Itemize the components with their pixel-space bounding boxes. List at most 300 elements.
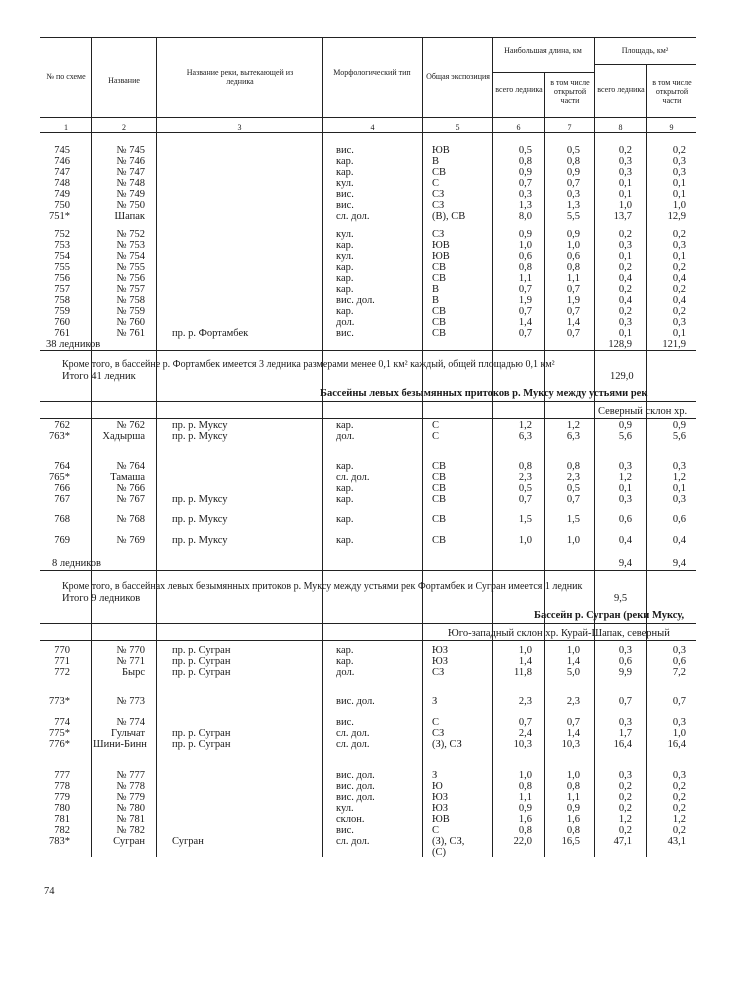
exposition: ЮЗ <box>432 656 449 667</box>
glacier-river: пр. р. Муксу <box>172 535 228 546</box>
length-total: 8,0 <box>518 211 532 222</box>
area-open: 0,3 <box>672 645 686 656</box>
glacier-river: пр. р. Фортамбек <box>172 328 249 339</box>
area-total: 0,2 <box>618 825 632 836</box>
glacier-name: № 757 <box>116 284 145 295</box>
glacier-name: № 747 <box>116 167 145 178</box>
length-open: 5,0 <box>566 667 580 678</box>
area-open: 12,9 <box>667 211 686 222</box>
glacier-name: № 749 <box>116 189 145 200</box>
glacier-name: № 754 <box>116 251 145 262</box>
glacier-name: Шини-Бинн <box>93 739 147 750</box>
length-open: 0,7 <box>566 494 580 505</box>
length-open: 0,9 <box>566 803 580 814</box>
glacier-number: 779 <box>54 792 70 803</box>
length-total: 1,3 <box>518 200 532 211</box>
area-open: 1,2 <box>672 472 686 483</box>
area-open: 0,2 <box>672 229 686 240</box>
glacier-number: 746 <box>54 156 70 167</box>
col-sep-2 <box>156 37 157 857</box>
glacier-number: 762 <box>54 420 70 431</box>
area-total: 1,7 <box>618 728 632 739</box>
col-sep-5 <box>492 37 493 857</box>
morphological-type: кар. <box>336 240 354 251</box>
length-total: 2,3 <box>518 696 532 707</box>
length-total: 0,6 <box>518 251 532 262</box>
section-1-title: Бассейны левых безымянных притоков р. Муксу между устьями рек <box>320 388 648 399</box>
morphological-type: сл. дол. <box>336 728 370 739</box>
glacier-number: 765* <box>49 472 70 483</box>
area-total: 0,3 <box>618 645 632 656</box>
note-2-total: Итого 9 ледников <box>62 593 141 604</box>
area-open: 0,3 <box>672 717 686 728</box>
area-total: 0,1 <box>618 483 632 494</box>
morphological-type: вис. дол. <box>336 792 375 803</box>
glacier-river: пр. р. Муксу <box>172 494 228 505</box>
glacier-name: № 774 <box>116 717 145 728</box>
morphological-type: дол. <box>336 431 355 442</box>
glacier-number: 770 <box>54 645 70 656</box>
colnum-7: 7 <box>567 123 572 132</box>
header-length-total: всего ледника <box>495 85 543 94</box>
glacier-name: № 760 <box>116 317 145 328</box>
morphological-type: дол. <box>336 667 355 678</box>
area-open: 0,1 <box>672 178 686 189</box>
exposition: (В), СВ <box>432 211 466 222</box>
colnum-3: 3 <box>237 123 242 132</box>
length-open: 0,9 <box>566 167 580 178</box>
glacier-number: 763* <box>49 431 70 442</box>
length-open: 0,5 <box>566 145 580 156</box>
col-sep-8 <box>646 64 647 857</box>
length-total: 0,9 <box>518 167 532 178</box>
area-open: 1,0 <box>672 728 686 739</box>
area-total: 0,2 <box>618 284 632 295</box>
area-open: 0,2 <box>672 284 686 295</box>
glacier-name: Хадырша <box>102 431 145 442</box>
length-total: 0,5 <box>518 483 532 494</box>
morphological-type: вис. дол. <box>336 781 375 792</box>
length-group-rule <box>492 72 594 73</box>
area-total: 0,1 <box>618 251 632 262</box>
length-open: 6,3 <box>566 431 580 442</box>
glacier-name: № 767 <box>116 494 145 505</box>
glacier-river: пр. р. Сугран <box>172 645 231 656</box>
page-number: 74 <box>44 886 55 897</box>
exposition: (З), СЗ, <box>432 836 465 847</box>
col-sep-1 <box>91 37 92 857</box>
length-total: 2,3 <box>518 472 532 483</box>
morphological-type: кар. <box>336 156 354 167</box>
length-open: 1,4 <box>566 656 580 667</box>
length-total: 6,3 <box>518 431 532 442</box>
area-open: 0,6 <box>672 514 686 525</box>
header-area-total: всего ледника <box>597 85 645 94</box>
glacier-river: Сугран <box>172 836 204 847</box>
glacier-number: 756 <box>54 273 70 284</box>
glacier-name: № 762 <box>116 420 145 431</box>
area-total: 13,7 <box>613 211 632 222</box>
length-open: 1,6 <box>566 814 580 825</box>
exposition: СЗ <box>432 189 445 200</box>
morphological-type: вис. <box>336 328 354 339</box>
glacier-number: 757 <box>54 284 70 295</box>
length-open: 2,3 <box>566 472 580 483</box>
col-sep-7 <box>594 37 595 857</box>
area-total: 1,2 <box>618 472 632 483</box>
morphological-type: кул. <box>336 251 354 262</box>
length-open: 1,3 <box>566 200 580 211</box>
note-1-value: 129,0 <box>610 371 634 382</box>
length-total: 2,4 <box>518 728 532 739</box>
glacier-name: № 758 <box>116 295 145 306</box>
area-open: 0,2 <box>672 825 686 836</box>
morphological-type: кул. <box>336 803 354 814</box>
area-open: 0,1 <box>672 483 686 494</box>
length-open: 1,4 <box>566 317 580 328</box>
morphological-type: кар. <box>336 535 354 546</box>
glacier-number: 754 <box>54 251 70 262</box>
glacier-number: 772 <box>54 667 70 678</box>
area-open: 0,2 <box>672 803 686 814</box>
length-open: 0,9 <box>566 229 580 240</box>
total-1-area-open: 121,9 <box>662 339 686 350</box>
morphological-type: кар. <box>336 273 354 284</box>
length-total: 1,4 <box>518 317 532 328</box>
morphological-type: вис. дол. <box>336 295 375 306</box>
exposition: СВ <box>432 494 447 505</box>
colnum-1: 1 <box>64 123 68 132</box>
area-total: 0,2 <box>618 781 632 792</box>
length-open: 1,2 <box>566 420 580 431</box>
glacier-name: № 781 <box>116 814 145 825</box>
area-open: 0,4 <box>672 273 686 284</box>
glacier-name: № 769 <box>116 535 145 546</box>
area-total: 0,3 <box>618 167 632 178</box>
exposition: СЗ <box>432 728 445 739</box>
length-total: 10,3 <box>513 739 532 750</box>
area-open: 0,3 <box>672 156 686 167</box>
exposition: СВ <box>432 167 447 178</box>
morphological-type: кар. <box>336 494 354 505</box>
length-open: 10,3 <box>561 739 580 750</box>
col-sep-4 <box>422 37 423 857</box>
area-open: 1,0 <box>672 200 686 211</box>
header-area-group: Площадь, км² <box>621 46 669 55</box>
exposition: С <box>432 825 440 836</box>
length-open: 1,1 <box>566 792 580 803</box>
glacier-number: 777 <box>54 770 70 781</box>
glacier-number: 775* <box>49 728 70 739</box>
morphological-type: кар. <box>336 461 354 472</box>
glacier-name: № 752 <box>116 229 145 240</box>
header-col3: Название реки, вытекающей из ледника <box>186 68 294 86</box>
morphological-type: вис. <box>336 189 354 200</box>
exposition: СВ <box>432 306 447 317</box>
length-total: 0,3 <box>518 189 532 200</box>
exposition: В <box>432 156 440 167</box>
morphological-type: кар. <box>336 656 354 667</box>
glacier-number: 747 <box>54 167 70 178</box>
area-open: 0,3 <box>672 770 686 781</box>
glacier-name: № 755 <box>116 262 145 273</box>
morphological-type: сл. дол. <box>336 836 370 847</box>
glacier-name: Сугран <box>113 836 145 847</box>
exposition: СЗ <box>432 229 445 240</box>
header-area-open: в том числе открытой части <box>652 78 692 105</box>
area-open: 0,3 <box>672 461 686 472</box>
glacier-name: № 764 <box>116 461 145 472</box>
morphological-type: кар. <box>336 262 354 273</box>
col-sep-6 <box>544 72 545 857</box>
glacier-name: № 761 <box>116 328 145 339</box>
area-open: 0,4 <box>672 535 686 546</box>
length-total: 0,7 <box>518 284 532 295</box>
area-total: 1,2 <box>618 814 632 825</box>
glacier-number: 749 <box>54 189 70 200</box>
section-1-subtitle: Северный склон хр. <box>598 406 688 417</box>
area-open: 5,6 <box>672 431 686 442</box>
total-1-label: 38 ледников <box>46 339 101 350</box>
length-total: 1,0 <box>518 240 532 251</box>
area-total: 1,0 <box>618 200 632 211</box>
glacier-number: 752 <box>54 229 70 240</box>
header-col5: Общая экспозиция <box>426 72 490 81</box>
morphological-type: вис. <box>336 200 354 211</box>
glacier-name: № 745 <box>116 145 145 156</box>
area-total: 0,1 <box>618 189 632 200</box>
exposition: З <box>432 696 438 707</box>
glacier-name: № 771 <box>116 656 145 667</box>
area-total: 0,6 <box>618 656 632 667</box>
area-open: 0,1 <box>672 251 686 262</box>
length-open: 0,7 <box>566 328 580 339</box>
colnum-6: 6 <box>516 123 521 132</box>
length-total: 0,7 <box>518 717 532 728</box>
glacier-name: № 777 <box>116 770 145 781</box>
glacier-number: 755 <box>54 262 70 273</box>
length-total: 1,1 <box>518 792 532 803</box>
area-total: 16,4 <box>613 739 632 750</box>
exposition: СВ <box>432 273 447 284</box>
length-total: 1,0 <box>518 770 532 781</box>
length-total: 22,0 <box>513 836 532 847</box>
glacier-name: № 753 <box>116 240 145 251</box>
length-total: 0,9 <box>518 229 532 240</box>
morphological-type: кар. <box>336 514 354 525</box>
morphological-type: кул. <box>336 178 354 189</box>
morphological-type: кар. <box>336 167 354 178</box>
section-2-subtitle: Юго-западный склон хр. Курай-Шапак, северный <box>448 628 670 639</box>
colnum-8: 8 <box>618 123 623 132</box>
exposition: ЮВ <box>432 240 450 251</box>
area-total: 0,3 <box>618 717 632 728</box>
area-total: 0,3 <box>618 317 632 328</box>
area-total: 0,1 <box>618 178 632 189</box>
morphological-type: вис. <box>336 717 354 728</box>
length-open: 1,0 <box>566 770 580 781</box>
area-total: 0,3 <box>618 240 632 251</box>
length-open: 0,7 <box>566 178 580 189</box>
length-total: 0,8 <box>518 461 532 472</box>
length-total: 1,0 <box>518 535 532 546</box>
length-open: 5,5 <box>566 211 580 222</box>
header-col2: Название <box>108 76 140 85</box>
morphological-type: вис. дол. <box>336 696 375 707</box>
length-total: 11,8 <box>514 667 532 678</box>
exposition: З <box>432 770 438 781</box>
glacier-number: 761 <box>54 328 70 339</box>
area-open: 0,6 <box>672 656 686 667</box>
note-1: Кроме того, в бассейне р. Фортамбек имеется 3 ледника размерами менее 0,1 км² каждый, общей площадью 0,1 км² <box>62 359 555 370</box>
length-open: 0,8 <box>566 781 580 792</box>
exposition: СВ <box>432 514 447 525</box>
col-sep-3 <box>322 37 323 857</box>
area-total: 0,4 <box>618 295 632 306</box>
morphological-type: вис. дол. <box>336 770 375 781</box>
glacier-name: № 770 <box>116 645 145 656</box>
glacier-number: 771 <box>54 656 70 667</box>
length-open: 1,0 <box>566 240 580 251</box>
length-total: 1,5 <box>518 514 532 525</box>
colnum-4: 4 <box>370 123 375 132</box>
column-number-rule <box>40 132 696 133</box>
area-group-rule <box>594 64 696 65</box>
glacier-number: 753 <box>54 240 70 251</box>
header-length-open: в том числе открытой части <box>550 78 590 105</box>
exposition: ЮВ <box>432 251 450 262</box>
area-total: 0,3 <box>618 461 632 472</box>
total-1-area: 128,9 <box>608 339 632 350</box>
exposition: СВ <box>432 328 447 339</box>
length-open: 0,6 <box>566 251 580 262</box>
length-open: 1,1 <box>566 273 580 284</box>
area-total: 0,2 <box>618 306 632 317</box>
glacier-name: Тамаша <box>110 472 145 483</box>
length-open: 1,0 <box>566 535 580 546</box>
length-total: 1,9 <box>518 295 532 306</box>
exposition: СВ <box>432 262 447 273</box>
length-total: 0,5 <box>518 145 532 156</box>
area-open: 0,2 <box>672 792 686 803</box>
exposition: ЮЗ <box>432 792 449 803</box>
exposition: СВ <box>432 472 447 483</box>
area-total: 0,7 <box>618 696 632 707</box>
area-open: 0,2 <box>672 306 686 317</box>
glacier-name: № 746 <box>116 156 145 167</box>
area-total: 47,1 <box>613 836 632 847</box>
glacier-name: № 780 <box>116 803 145 814</box>
exposition: ЮВ <box>432 145 450 156</box>
glacier-number: 760 <box>54 317 70 328</box>
length-total: 0,9 <box>518 803 532 814</box>
glacier-number: 774 <box>54 717 70 728</box>
area-open: 0,2 <box>672 781 686 792</box>
length-open: 0,8 <box>566 262 580 273</box>
note-2-value: 9,5 <box>614 593 628 604</box>
area-open: 0,3 <box>672 317 686 328</box>
morphological-type: сл. дол. <box>336 739 370 750</box>
length-total: 0,7 <box>518 328 532 339</box>
length-open: 0,5 <box>566 483 580 494</box>
length-total: 1,6 <box>518 814 532 825</box>
colnum-2: 2 <box>122 123 126 132</box>
glacier-number: 778 <box>54 781 70 792</box>
length-total: 0,7 <box>518 494 532 505</box>
note-2: Кроме того, в бассейнах левых безымянных притоков р. Муксу между устьями рек Фортамбек и Сугран имеется 1 ледник <box>62 581 583 592</box>
morphological-type: кар. <box>336 284 354 295</box>
glacier-number: 767 <box>54 494 70 505</box>
section-2-rule <box>40 623 696 624</box>
area-total: 0,4 <box>618 273 632 284</box>
total-2-rule <box>40 570 696 571</box>
exposition: СВ <box>432 317 447 328</box>
morphological-type: дол. <box>336 317 355 328</box>
glacier-name: № 766 <box>116 483 145 494</box>
total-2-area-open: 9,4 <box>672 558 686 569</box>
area-total: 5,6 <box>618 431 632 442</box>
length-open: 1,0 <box>566 645 580 656</box>
length-open: 0,7 <box>566 284 580 295</box>
exposition: СВ <box>432 535 447 546</box>
length-open: 0,8 <box>566 825 580 836</box>
exposition: Ю <box>432 781 443 792</box>
glacier-name: № 773 <box>116 696 145 707</box>
morphological-type: вис. <box>336 145 354 156</box>
glacier-number: 781 <box>54 814 70 825</box>
section-1-sub-rule <box>40 418 696 419</box>
exposition: В <box>432 295 440 306</box>
exposition: ЮЗ <box>432 645 449 656</box>
glacier-number: 782 <box>54 825 70 836</box>
glacier-name: Гульчат <box>111 728 145 739</box>
glacier-number: 780 <box>54 803 70 814</box>
length-total: 1,2 <box>518 420 532 431</box>
glacier-name: № 778 <box>116 781 145 792</box>
header-col4: Морфологический тип <box>333 68 411 77</box>
glacier-river: пр. р. Сугран <box>172 728 231 739</box>
glacier-name: № 759 <box>116 306 145 317</box>
section-2-sub-rule <box>40 640 696 641</box>
area-total: 0,6 <box>618 514 632 525</box>
area-open: 0,3 <box>672 240 686 251</box>
length-open: 0,7 <box>566 717 580 728</box>
glacier-name: Шапак <box>114 211 145 222</box>
exposition: С <box>432 717 440 728</box>
glacier-number: 745 <box>54 145 70 156</box>
glacier-river: пр. р. Муксу <box>172 420 228 431</box>
glacier-number: 764 <box>54 461 70 472</box>
glacier-river: пр. р. Сугран <box>172 739 231 750</box>
area-total: 0,2 <box>618 262 632 273</box>
area-open: 7,2 <box>672 667 686 678</box>
exposition: СЗ <box>432 200 445 211</box>
exposition: СВ <box>432 461 447 472</box>
area-total: 0,3 <box>618 156 632 167</box>
length-open: 1,5 <box>566 514 580 525</box>
glacier-name: № 779 <box>116 792 145 803</box>
area-open: 0,7 <box>672 696 686 707</box>
morphological-type: кар. <box>336 306 354 317</box>
glacier-number: 751* <box>49 211 70 222</box>
length-open: 0,3 <box>566 189 580 200</box>
length-total: 1,1 <box>518 273 532 284</box>
area-total: 0,9 <box>618 420 632 431</box>
length-total: 0,8 <box>518 825 532 836</box>
exposition: (З), СЗ <box>432 739 462 750</box>
total-2-label: 8 ледников <box>52 558 101 569</box>
glacier-number: 773* <box>49 696 70 707</box>
